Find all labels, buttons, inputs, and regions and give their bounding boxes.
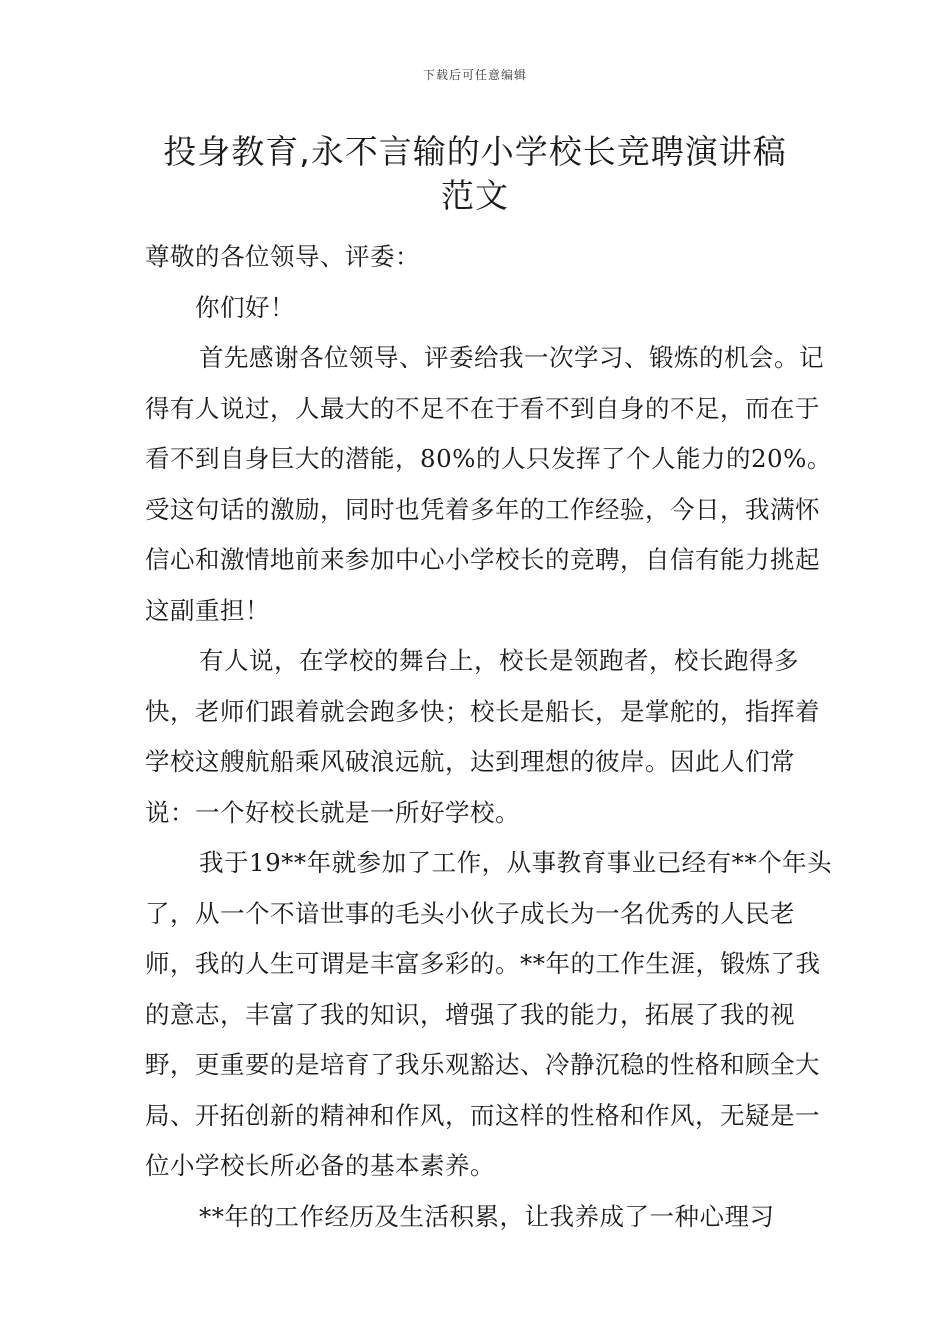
document-body [145,232,833,1242]
document-title-line-2: 范文 [441,176,509,215]
page-header-note: 下载后可任意编辑 [422,68,527,82]
document-title-line-1: 投身教育,永不言输的小学校长竞聘演讲稿 [163,132,787,171]
salutation: 尊敬的各位领导、评委： [145,242,420,271]
paragraph-1: 首先感谢各位领导、评委给我一次学习、锻炼的机会。记得有人说过，人最大的不足不在于看不到自身的不足，而在于看不到自身巨大的潜能，80%的人只发挥了个人能力的20%。受这句话的激励，同时也凭着多年的工作经验，今日，我满怀信心和激情地前来参加中心小学校长的竞聘，自信有能力挑起这副重担！ [145,343,832,625]
document-title [120,130,830,218]
paragraph-4: **年的工作经历及生活积累，让我养成了一种心理习 [199,1201,775,1231]
paragraph-2: 有人说，在学校的舞台上，校长是领跑者，校长跑得多快，老师们跟着就会跑多快；校长是船长，是掌舵的，指挥着学校这艘航船乘风破浪远航，达到理想的彼岸。因此人们常说：一个好校长就是一所好学校。 [145,646,820,827]
greeting: 你们好！ [195,292,295,322]
paragraph-3: 我于19**年就参加了工作，从事教育事业已经有**个年头了，从一个不谙世事的毛头小伙子成长为一名优秀的人民老师，我的人生可谓是丰富多彩的。**年的工作生涯，锻炼了我的意志，丰富了我的知识，增强了我的能力，拓展了我的视野，更重要的是培育了我乐观豁达、冷静沉稳的性格和顾全大局、开拓创新的精神和作风，而这样的性格和作风，无疑是一位小学校长所必备的基本素养。 [145,848,833,1180]
